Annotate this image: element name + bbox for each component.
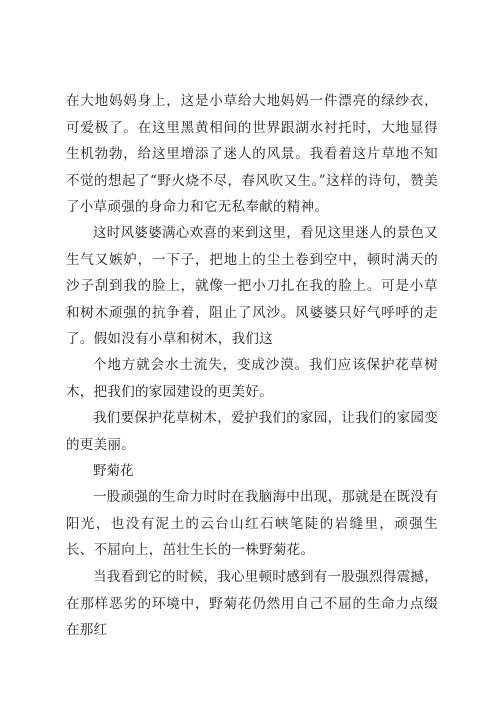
paragraph-vitality: 一股顽强的生命力时时在我脑海中出现，那就是在既没有阳光，也没有泥土的云台山红石峡笔陡的岩缝里，顽强生长、不屈向上，茁壮生长的一株野菊花。 [66, 489, 438, 558]
paragraph-shock: 当我看到它的时候，我心里顿时感到有一股强烈得震撼，在那样恶劣的环境中，野菊花仍然用自己不屈的生命力点缀在那红 [66, 569, 438, 638]
section-heading-wild-chrysanthemum: 野菊花 [93, 463, 134, 479]
paragraph-soil-erosion: 个地方就会水土流失，变成沙漠。我们应该保护花草树木，把我们的家园建设的更美好。 [66, 357, 438, 400]
paragraph-wind-granny: 这时风婆婆满心欢喜的来到这里，看见这里迷人的景色又生气又嫉妒，一下子，把地上的尘土卷到空中，顿时满天的沙子刮到我的脸上，就像一把小刀扎在我的脸上。可是小草和树木顽强的抗争着，阻止了风沙。风婆婆只好气呼呼的走了。假如没有小草和树木，我们这 [66, 225, 438, 347]
paragraph-protect-homeland: 我们要保护花草树木，爱护我们的家园，让我们的家园变的更美丽。 [66, 410, 438, 453]
paragraph-grass-on-earth: 在大地妈妈身上，这是小草给大地妈妈一件漂亮的绿纱衣，可爱极了。在这里黑黄相间的世界跟湖水衬托时，大地显得生机勃勃，给这里增添了迷人的风景。我看着这片草地不知不觉的想起了“野火烧不尽，春风吹又生。”这样的诗句，赞美了小草顽强的身命力和它无私奉献的精神。 [66, 93, 438, 215]
